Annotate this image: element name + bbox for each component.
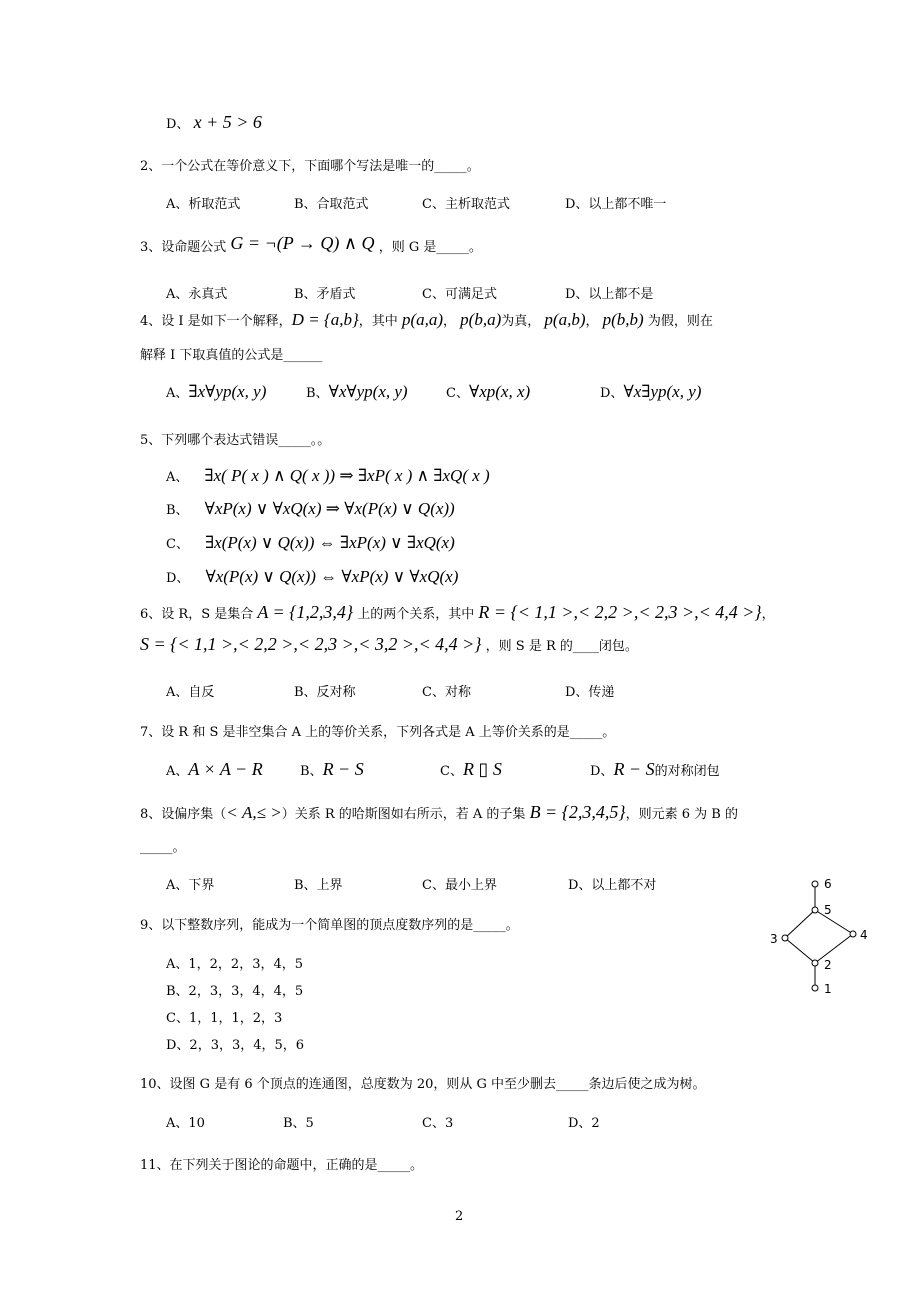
relation-r: R = {< 1,1 >,< 2,2 >,< 2,3 >,< 4,4 >} xyxy=(478,602,762,622)
stem-text: ，其中 xyxy=(358,314,398,329)
q9-option-d: D、2，3，3，4，5，6 xyxy=(166,1038,305,1053)
formula-g: G = ¬(P → Q) ∧ Q xyxy=(230,233,375,253)
math-expression: A × A − R xyxy=(188,759,263,779)
separator: ， xyxy=(443,314,457,329)
stem-text: 6、设 R，S 是集合 xyxy=(140,607,254,622)
q5-option-b xyxy=(166,499,455,519)
q7-option-d xyxy=(590,759,720,780)
q7-option-a xyxy=(166,759,263,780)
question-7-stem: 7、设 R 和 S 是非空集合 A 上的等价关系，下列各式是 A 上等价关系的是_____。 xyxy=(140,725,616,740)
q10-option-a: A、10 xyxy=(166,1116,205,1131)
option-label: C、 xyxy=(446,386,469,401)
set-b: B = {2,3,4,5} xyxy=(529,802,626,822)
math-expression: R ▯ S xyxy=(462,759,502,779)
question-2-stem: 2、一个公式在等价意义下，下面哪个写法是唯一的_____。 xyxy=(140,159,480,174)
option-label: D、 xyxy=(166,571,190,586)
predicate-pab: p(a,b) xyxy=(544,310,586,329)
edge-2-4 xyxy=(815,934,853,963)
node-label-4: 4 xyxy=(860,928,868,942)
q5-option-c xyxy=(166,533,455,553)
edge-4-5 xyxy=(815,910,853,934)
stem-text: ，则元素 6 为 B 的 xyxy=(625,807,738,822)
set-a: A = {1,2,3,4} xyxy=(257,602,354,622)
stem-text: 为真， xyxy=(501,314,541,329)
question-8-line1 xyxy=(140,802,738,823)
hasse-diagram xyxy=(760,870,880,1000)
option-d-prev xyxy=(166,112,262,133)
question-9-stem: 9、以下整数序列，能成为一个简单图的顶点度数序列的是_____。 xyxy=(140,918,519,933)
stem-text: ）关系 R 的哈斯图如右所示，若 A 的子集 xyxy=(281,807,526,822)
option-label: D、 xyxy=(590,764,614,779)
question-8-line2: _____。 xyxy=(140,840,186,855)
q2-option-c: C、主析取范式 xyxy=(422,197,510,212)
option-label: C、 xyxy=(440,764,463,779)
node-2 xyxy=(812,960,818,966)
q2-option-a: A、析取范式 xyxy=(166,197,241,212)
question-3-stem xyxy=(140,233,482,254)
page-number: 2 xyxy=(455,1209,464,1224)
predicate-pbb: p(b,b) xyxy=(602,310,644,329)
stem-text: 4、设 I 是如下一个解释， xyxy=(140,314,292,329)
q6-option-a: A、自反 xyxy=(166,685,215,700)
q8-option-a: A、下界 xyxy=(166,878,215,893)
q10-option-c: C、3 xyxy=(422,1116,454,1131)
node-1 xyxy=(812,985,818,991)
q7-option-c xyxy=(440,759,502,780)
question-5-stem: 5、下列哪个表达式错误_____。。 xyxy=(140,433,331,448)
stem-text: 8、设偏序集（ xyxy=(140,807,227,822)
stem-text: ，则 G 是_____。 xyxy=(378,240,482,255)
q8-option-d: D、以上都不对 xyxy=(568,878,657,893)
option-label: B、 xyxy=(300,764,323,779)
node-6 xyxy=(812,881,818,887)
poset: < A,≤ > xyxy=(226,803,282,822)
node-label-2: 2 xyxy=(824,958,832,972)
q3-option-b: B、矛盾式 xyxy=(294,287,356,302)
q6-option-b: B、反对称 xyxy=(294,685,356,700)
option-label: A、 xyxy=(166,386,189,401)
separator: ， xyxy=(761,607,775,622)
math-expression: R − S xyxy=(322,759,364,779)
math-expression: ∃x∀yp(x, y) xyxy=(188,382,267,401)
option-label: D、 xyxy=(600,386,624,401)
separator: ， xyxy=(585,314,599,329)
option-label: B、 xyxy=(306,386,329,401)
q3-option-d: D、以上都不是 xyxy=(565,287,654,302)
q8-option-b: B、上界 xyxy=(294,878,343,893)
stem-text: 上的两个关系，其中 xyxy=(357,607,475,622)
stem-text: 为假，则在 xyxy=(647,314,713,329)
q5-option-d xyxy=(166,567,458,587)
q2-option-b: B、合取范式 xyxy=(294,197,369,212)
node-label-6: 6 xyxy=(824,877,832,891)
node-4 xyxy=(850,931,856,937)
q10-option-b: B、5 xyxy=(283,1116,314,1131)
relation-s: S = {< 1,1 >,< 2,2 >,< 2,3 >,< 3,2 >,< 4,4 >} xyxy=(140,634,482,654)
predicate-pba: p(b,a) xyxy=(460,310,502,329)
edge-3-5 xyxy=(785,910,815,938)
stem-text: 3、设命题公式 xyxy=(140,240,227,255)
q3-option-c: C、可满足式 xyxy=(422,287,497,302)
q9-option-c: C、1，1，1，2，3 xyxy=(166,1011,283,1026)
q4-option-a xyxy=(166,382,266,402)
question-6-line2 xyxy=(140,634,638,655)
node-label-5: 5 xyxy=(824,903,832,917)
q4-option-b xyxy=(306,382,408,402)
q9-option-a: A、1，2，2，3，4，5 xyxy=(166,957,304,972)
question-11-stem: 11、在下列关于图论的命题中，正确的是_____。 xyxy=(140,1158,424,1173)
question-4-line1 xyxy=(140,310,713,330)
math-expression: ∀x∃yp(x, y) xyxy=(623,382,702,401)
math-expression: R − S xyxy=(613,759,655,779)
q3-option-a: A、永真式 xyxy=(166,287,228,302)
q4-option-d xyxy=(600,382,701,402)
math-expression: ∀xp(x, x) xyxy=(468,382,531,401)
node-5 xyxy=(812,907,818,913)
option-label: D、 xyxy=(166,117,190,132)
node-3 xyxy=(782,935,788,941)
option-label: C、 xyxy=(166,537,189,552)
q10-option-d: D、2 xyxy=(568,1116,600,1131)
math-expression: ∀xP(x) ∨ ∀xQ(x) ⇒ ∀x(P(x) ∨ Q(x)) xyxy=(204,499,455,518)
option-tail: 的对称闭包 xyxy=(654,764,720,779)
q4-option-c xyxy=(446,382,530,402)
math-expression: ∃x( P( x ) ∧ Q( x )) ⇒ ∃xP( x ) ∧ ∃xQ( x ) xyxy=(204,466,490,485)
node-label-3: 3 xyxy=(770,932,778,946)
question-4-line2: 解释 I 下取真值的公式是______ xyxy=(140,348,323,363)
option-label: B、 xyxy=(166,503,189,518)
q2-option-d: D、以上都不唯一 xyxy=(565,197,667,212)
math-expression: x + 5 > 6 xyxy=(193,112,262,132)
q5-option-a xyxy=(166,466,490,486)
set-d: D = {a,b} xyxy=(291,310,359,329)
option-label: A、 xyxy=(166,764,189,779)
math-expression: ∃x(P(x) ∨ Q(x)) ⇔ ∃xP(x) ∨ ∃xQ(x) xyxy=(204,533,455,552)
math-expression: ∀x∀yp(x, y) xyxy=(328,382,408,401)
q6-option-d: D、传递 xyxy=(565,685,615,700)
node-label-1: 1 xyxy=(824,982,832,996)
predicate-paa: p(a,a) xyxy=(401,310,444,329)
q8-option-c: C、最小上界 xyxy=(422,878,497,893)
math-expression: ∀x(P(x) ∨ Q(x)) ⇔ ∀xP(x) ∨ ∀xQ(x) xyxy=(205,567,459,586)
question-10-stem: 10、设图 G 是有 6 个顶点的连通图，总度数为 20，则从 G 中至少删去_____条边后使之成为树。 xyxy=(140,1077,706,1092)
q6-option-c: C、对称 xyxy=(422,685,471,700)
stem-text: ，则 S 是 R 的____闭包。 xyxy=(485,639,638,654)
edge-2-3 xyxy=(785,938,815,963)
q9-option-b: B、2，3，3，4，4，5 xyxy=(166,984,304,999)
q7-option-b xyxy=(300,759,364,780)
question-6-line1 xyxy=(140,602,775,623)
option-label: A、 xyxy=(166,470,189,485)
